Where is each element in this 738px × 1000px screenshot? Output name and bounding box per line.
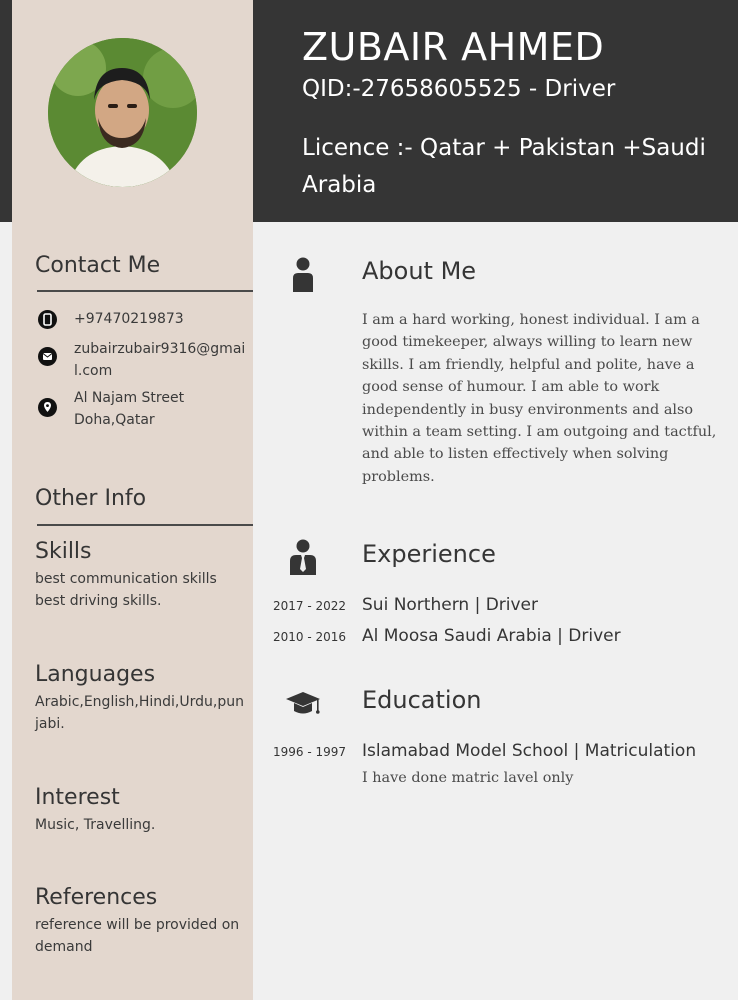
references-title: References [35,885,158,910]
other-info-title: Other Info [35,486,147,511]
graduation-cap-icon [283,684,323,724]
contact-address: Al Najam Street Doha,Qatar [74,390,185,428]
qid-line: QID:-27658605525 - Driver [302,76,616,102]
candidate-name: ZUBAIR AHMED [302,25,605,69]
person-icon [283,254,323,294]
licence-line: Licence :- Qatar + Pakistan +Saudi Arabia [302,135,706,198]
experience-2-entry: Al Moosa Saudi Arabia | Driver [362,626,621,646]
experience-2-years: 2010 - 2016 [273,630,347,644]
references-text: reference will be provided on demand [35,917,240,955]
contact-title: Contact Me [35,253,161,278]
skills-text: best communication skills best driving skills. [35,571,217,609]
interest-text: Music, Travelling. [35,817,156,833]
about-title: About Me [362,257,477,285]
businessman-icon [283,537,323,577]
about-text: I am a hard working, honest individual. I am a good timekeeper, always willing to learn new skills. I am friendly, helpful and polite, have a good sense of humour. I am able to work independently in busy environments and also within a team setting. I am outgoing and tactful, and able to listen effectively when solving problems. [362,312,717,485]
experience-1-entry: Sui Northern | Driver [362,595,539,615]
languages-text: Arabic,English,Hindi,Urdu,punjabi. [35,694,244,732]
skills-title: Skills [35,539,92,564]
phone-icon [38,310,57,329]
education-1-note: I have done matric lavel only [362,770,574,786]
experience-title: Experience [362,540,496,568]
contact-phone[interactable]: +97470219873 [74,311,184,327]
email-icon [38,347,57,366]
contact-divider [37,290,253,292]
interest-title: Interest [35,785,120,810]
languages-title: Languages [35,662,156,687]
contact-email[interactable]: zubairzubair9316@gmail.com [74,341,246,379]
experience-1-years: 2017 - 2022 [273,599,347,613]
education-title: Education [362,686,482,714]
header-left-strip [0,0,12,222]
education-1-years: 1996 - 1997 [273,745,347,759]
location-pin-icon [38,398,57,417]
other-info-divider [37,524,253,526]
profile-photo [48,38,197,187]
header [253,0,738,222]
education-1-entry: Islamabad Model School | Matriculation [362,741,697,761]
